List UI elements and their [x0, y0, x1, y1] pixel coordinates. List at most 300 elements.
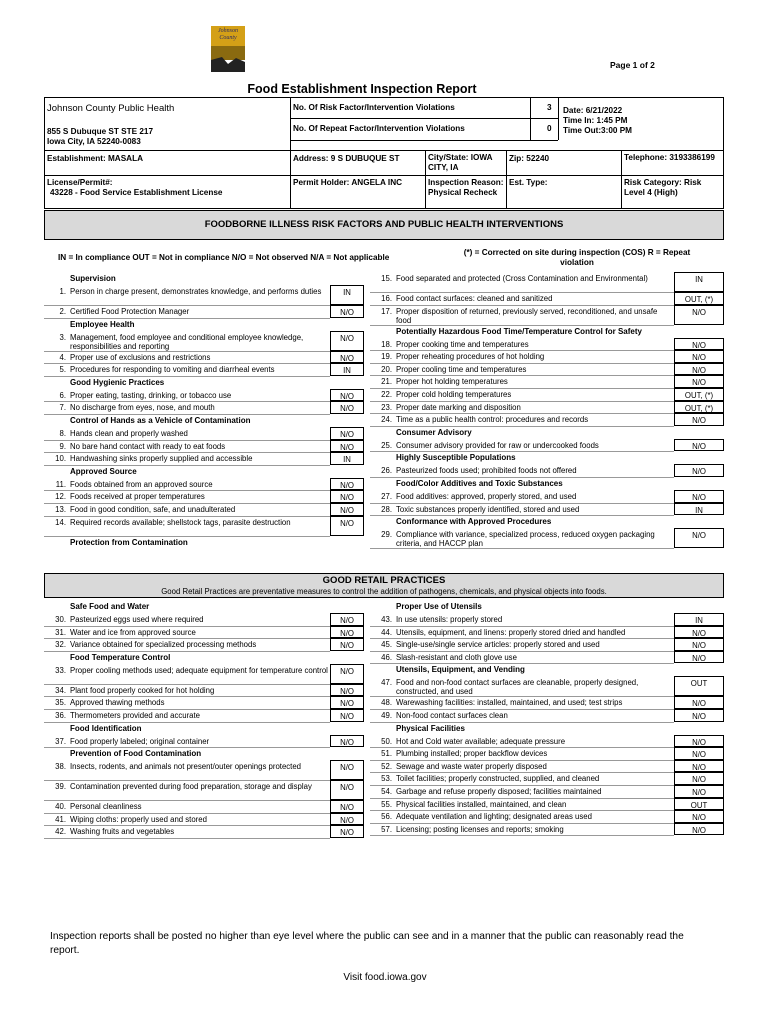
item-status: N/O: [330, 825, 364, 838]
item-status: N/O: [330, 351, 364, 364]
retail-subtitle: Good Retail Practices are preventative measures to control the addition of pathogens, chemicals, and physical objects into foods.: [161, 587, 607, 596]
item-description: Contamination prevented during food preparation, storage and display: [70, 782, 312, 792]
item-status: OUT, (*): [674, 401, 724, 414]
item-number: 32.: [55, 640, 66, 650]
agency-address-1: 855 S Dubuque ST STE 217: [47, 127, 154, 136]
item-number: 7.: [59, 403, 66, 413]
item-status: N/O: [330, 389, 364, 402]
checklist-item: [370, 528, 724, 548]
item-description: Proper cold holding temperatures: [396, 390, 512, 399]
item-description: Food additives: approved, properly stored, and used: [396, 492, 577, 501]
legend-right: (*) = Corrected on site during inspection (COS) R = Repeat violation: [463, 248, 691, 267]
checklist-item: [370, 709, 724, 722]
item-description: Food properly labeled; original container: [70, 736, 210, 746]
checklist-item: [44, 401, 364, 414]
item-status: N/O: [674, 651, 724, 664]
item-number: 45.: [381, 640, 392, 650]
checklist-item: [370, 735, 724, 748]
item-description: Time as a public health control: procedures and records: [396, 415, 589, 425]
item-status: N/O: [674, 413, 724, 426]
checklist-item: [370, 626, 724, 639]
item-number: 54.: [381, 787, 392, 796]
item-status: N/O: [330, 800, 364, 813]
item-status: N/O: [674, 785, 724, 798]
row-divider: [370, 451, 674, 452]
item-description: Procedures for responding to vomiting and diarrheal events: [70, 365, 275, 375]
item-description: Plant food properly cooked for hot holding: [70, 685, 215, 695]
item-description: Garbage and refuse properly disposed; facilities maintained: [396, 787, 602, 796]
item-description: Proper date marking and disposition: [396, 402, 521, 412]
item-status: N/O: [674, 747, 724, 760]
item-description: Required records available; shellstock tags, parasite destruction: [70, 517, 291, 527]
item-number: 5.: [59, 365, 66, 375]
item-status: IN: [674, 503, 724, 516]
item-status: IN: [330, 285, 364, 305]
checklist-item: [44, 709, 364, 722]
item-status: N/O: [330, 760, 364, 780]
item-number: 21.: [381, 377, 392, 387]
item-description: Pasteurized eggs used where required: [70, 615, 204, 624]
item-status: N/O: [330, 440, 364, 453]
item-status: N/O: [330, 813, 364, 826]
item-number: 9.: [59, 441, 66, 451]
item-status: N/O: [330, 735, 364, 748]
item-status: N/O: [674, 696, 724, 709]
item-status: N/O: [674, 464, 724, 477]
item-number: 43.: [381, 615, 392, 624]
item-status: N/O: [674, 709, 724, 722]
item-status: N/O: [674, 439, 724, 452]
item-number: 27.: [381, 492, 392, 501]
inspection-reason: Inspection Reason: Physical Recheck: [428, 178, 504, 197]
agency-name: Johnson County Public Health: [47, 103, 175, 114]
section-heading: Protection from Contamination: [70, 537, 188, 547]
item-number: 53.: [381, 774, 392, 784]
item-status: N/O: [330, 503, 364, 516]
item-description: Handwashing sinks properly supplied and accessible: [70, 454, 253, 464]
item-description: Proper eating, tasting, drinking, or tobacco use: [70, 390, 232, 400]
row-divider: [44, 651, 330, 652]
foodborne-header: FOODBORNE ILLNESS RISK FACTORS AND PUBLIC HEALTH INTERVENTIONS: [44, 210, 724, 240]
checklist-item: [44, 389, 364, 402]
item-number: 47.: [381, 678, 392, 688]
checklist-item: [370, 388, 724, 401]
checklist-item: [370, 338, 724, 351]
checklist-item: [44, 813, 364, 826]
zip: Zip: 52240: [509, 154, 550, 163]
item-description: Single-use/single service articles: properly stored and used: [396, 640, 600, 650]
checklist-item: [370, 772, 724, 785]
item-number: 51.: [381, 749, 392, 759]
item-status: N/O: [330, 516, 364, 536]
checklist-item: [370, 401, 724, 414]
item-status: N/O: [674, 735, 724, 748]
checklist-item: [44, 780, 364, 800]
city-state: City/State: IOWA CITY, IA: [428, 153, 493, 172]
row-divider: [370, 835, 674, 836]
item-description: Adequate ventilation and lighting; designated areas used: [396, 812, 592, 822]
risk-violations-label: No. Of Risk Factor/Intervention Violations: [293, 103, 455, 112]
risk-category: Risk Category: Risk Level 4 (High): [624, 178, 702, 197]
item-description: Consumer advisory provided for raw or undercooked foods: [396, 440, 599, 450]
checklist-item: [370, 798, 724, 811]
item-status: N/O: [330, 427, 364, 440]
item-status: N/O: [330, 696, 364, 709]
checklist-item: [370, 439, 724, 452]
item-description: Hot and Cold water available; adequate pressure: [396, 736, 566, 746]
telephone: Telephone: 3193386199: [624, 153, 715, 162]
item-status: N/O: [674, 772, 724, 785]
checklist-item: [370, 613, 724, 626]
checklist-item: [370, 676, 724, 696]
address: Address: 9 S DUBUQUE ST: [293, 154, 400, 163]
row-divider: [44, 747, 330, 748]
row-divider: [370, 325, 674, 326]
section-heading: Food Temperature Control: [70, 652, 171, 662]
item-number: 38.: [55, 762, 66, 772]
checklist-item: [370, 464, 724, 477]
item-status: OUT: [674, 798, 724, 811]
item-number: 50.: [381, 736, 392, 746]
item-number: 28.: [381, 504, 392, 514]
item-number: 55.: [381, 799, 392, 809]
est-type: Est. Type:: [509, 178, 548, 187]
item-number: 36.: [55, 711, 66, 720]
section-heading: Conformance with Approved Procedures: [396, 517, 552, 527]
item-description: Food separated and protected (Cross Contamination and Environmental): [396, 274, 648, 283]
section-heading: Proper Use of Utensils: [396, 602, 482, 611]
item-number: 37.: [55, 736, 66, 746]
checklist-item: [44, 503, 364, 516]
item-status: IN: [674, 613, 724, 626]
checklist-item: [44, 305, 364, 318]
item-status: N/O: [674, 363, 724, 376]
item-status: N/O: [330, 490, 364, 503]
checklist-item: [370, 638, 724, 651]
item-description: Proper cooling methods used; adequate equipment for temperature control: [70, 665, 328, 675]
item-number: 19.: [381, 352, 392, 362]
item-description: Food and non-food contact surfaces are cleanable, properly designed, constructed, and used: [396, 678, 639, 697]
item-description: Utensils, equipment, and linens: properly stored dried and handled: [396, 627, 626, 637]
item-status: N/O: [674, 305, 724, 325]
item-number: 49.: [381, 711, 392, 720]
item-description: No discharge from eyes, nose, and mouth: [70, 403, 215, 413]
item-description: Compliance with variance, specialized process, reduced oxygen packaging criteria, and HACCP plan: [396, 530, 655, 549]
retail-practices-right: [370, 600, 724, 850]
item-status: OUT, (*): [674, 388, 724, 401]
item-status: N/O: [674, 490, 724, 503]
item-status: N/O: [330, 331, 364, 351]
checklist-item: [370, 375, 724, 388]
section-heading: Potentially Hazardous Food Time/Temperature Control for Safety: [396, 326, 642, 336]
inspection-date: Date: 6/21/2022: [563, 106, 623, 115]
row-divider: [44, 722, 330, 723]
item-description: Foods received at proper temperatures: [70, 492, 205, 502]
time-in: Time In: 1:45 PM: [563, 116, 628, 125]
risk-factors-left: [44, 272, 370, 562]
item-status: N/O: [674, 810, 724, 823]
section-heading: Consumer Advisory: [396, 427, 472, 437]
section-heading: Safe Food and Water: [70, 602, 150, 611]
item-number: 39.: [55, 782, 66, 792]
item-description: Proper use of exclusions and restrictions: [70, 352, 211, 362]
item-status: N/O: [330, 401, 364, 414]
item-status: N/O: [330, 684, 364, 697]
item-description: Approved thawing methods: [70, 698, 165, 708]
section-heading: Good Hygienic Practices: [70, 377, 165, 387]
logo-text: Johnson County: [218, 28, 238, 41]
row-divider: [370, 477, 674, 478]
checklist-item: [44, 478, 364, 491]
item-description: Non-food contact surfaces clean: [396, 711, 508, 720]
item-description: Warewashing facilities: installed, maintained, and used; test strips: [396, 698, 623, 708]
item-status: OUT: [674, 676, 724, 696]
repeat-violations-label: No. Of Repeat Factor/Intervention Violations: [293, 124, 465, 133]
item-number: 12.: [55, 492, 66, 502]
item-status: N/O: [674, 638, 724, 651]
checklist-item: [44, 638, 364, 651]
item-number: 35.: [55, 698, 66, 708]
item-description: Toilet facilities; properly constructed, supplied, and cleaned: [396, 774, 600, 784]
checklist-item: [370, 503, 724, 516]
item-status: N/O: [330, 664, 364, 684]
item-number: 20.: [381, 364, 392, 374]
item-status: N/O: [330, 613, 364, 626]
checklist-item: [44, 516, 364, 536]
item-number: 48.: [381, 698, 392, 708]
item-number: 8.: [59, 429, 66, 438]
checklist-item: [370, 651, 724, 664]
item-description: Pasteurized foods used; prohibited foods not offered: [396, 466, 577, 476]
item-description: Licensing; posting licenses and reports; smoking: [396, 824, 564, 834]
checklist-item: [44, 825, 364, 838]
row-divider: [370, 663, 674, 664]
checklist-item: [44, 735, 364, 748]
row-divider: [44, 536, 330, 537]
section-heading: Physical Facilities: [396, 723, 465, 733]
checklist-item: [44, 331, 364, 351]
item-description: Personal cleanliness: [70, 802, 142, 812]
item-description: Water and ice from approved source: [70, 627, 196, 637]
item-number: 6.: [59, 390, 66, 400]
section-heading: Supervision: [70, 274, 116, 283]
item-description: Proper reheating procedures of hot holding: [396, 352, 545, 362]
item-status: N/O: [330, 305, 364, 318]
row-divider: [44, 465, 330, 466]
item-description: Foods obtained from an approved source: [70, 479, 213, 489]
checklist-item: [370, 363, 724, 376]
checklist-item: [44, 363, 364, 376]
county-logo: [208, 24, 248, 74]
item-status: IN: [330, 363, 364, 376]
checklist-item: [44, 490, 364, 503]
checklist-item: [44, 626, 364, 639]
item-status: N/O: [330, 780, 364, 800]
item-number: 4.: [59, 352, 66, 362]
item-number: 23.: [381, 402, 392, 412]
license-value: 43228 - Food Service Establishment License: [50, 188, 223, 197]
checklist-item: [44, 800, 364, 813]
row-divider: [370, 426, 674, 427]
checklist-item: [370, 785, 724, 798]
item-number: 17.: [381, 306, 392, 316]
section-heading: Control of Hands as a Vehicle of Contamination: [70, 416, 251, 425]
row-divider: [370, 548, 674, 549]
section-heading: Highly Susceptible Populations: [396, 453, 516, 463]
item-description: Insects, rodents, and animals not present/outer openings protected: [70, 762, 302, 772]
item-number: 14.: [55, 517, 66, 527]
checklist-item: [370, 305, 724, 325]
item-description: Food contact surfaces: cleaned and sanitized: [396, 294, 553, 303]
section-heading: Food/Color Additives and Toxic Substances: [396, 479, 563, 488]
item-description: Proper hot holding temperatures: [396, 377, 508, 387]
item-description: Toxic substances properly identified, stored and used: [396, 504, 580, 514]
item-number: 46.: [381, 652, 392, 662]
report-title: Food Establishment Inspection Report: [247, 82, 477, 96]
item-number: 29.: [381, 530, 392, 540]
checklist-item: [44, 427, 364, 440]
item-description: No bare hand contact with ready to eat foods: [70, 441, 226, 451]
item-description: Wiping cloths: properly used and stored: [70, 814, 207, 824]
row-divider: [44, 318, 330, 319]
item-description: Management, food employee and conditional employee knowledge, responsibilities and reporting: [70, 332, 304, 351]
item-description: Variance obtained for specialized processing methods: [70, 640, 257, 650]
checklist-item: [44, 696, 364, 709]
item-status: N/O: [330, 626, 364, 639]
checklist-item: [44, 285, 364, 305]
item-number: 15.: [381, 274, 392, 283]
item-description: Proper cooling time and temperatures: [396, 364, 527, 374]
section-heading: Utensils, Equipment, and Vending: [396, 665, 525, 675]
license-label: License/Permit#:: [47, 178, 113, 187]
item-description: Washing fruits and vegetables: [70, 827, 175, 837]
legend-left: IN = In compliance OUT = Not in compliance N/O = Not observed N/A = Not applicable: [58, 253, 390, 262]
checklist-item: [44, 351, 364, 364]
risk-violations-count: 3: [547, 103, 552, 112]
item-description: Proper cooking time and temperatures: [396, 339, 529, 349]
item-number: 11.: [55, 479, 66, 489]
row-divider: [44, 838, 330, 839]
item-description: Slash-resistant and cloth glove use: [396, 652, 517, 662]
checklist-item: [370, 413, 724, 426]
item-status: N/O: [674, 626, 724, 639]
item-description: Sewage and waste water properly disposed: [396, 761, 547, 771]
section-heading: Employee Health: [70, 319, 135, 329]
checklist-item: [370, 810, 724, 823]
item-number: 40.: [55, 802, 66, 812]
item-number: 22.: [381, 390, 392, 399]
item-number: 24.: [381, 415, 392, 425]
item-number: 16.: [381, 294, 392, 303]
item-description: Certified Food Protection Manager: [70, 307, 190, 316]
checklist-item: [44, 440, 364, 453]
row-divider: [44, 414, 330, 415]
checklist-item: [370, 747, 724, 760]
item-description: Plumbing installed; proper backflow devices: [396, 749, 548, 759]
item-description: Thermometers provided and accurate: [70, 711, 201, 720]
item-number: 10.: [55, 454, 66, 464]
item-description: Person in charge present, demonstrates knowledge, and performs duties: [70, 287, 322, 296]
item-status: N/O: [674, 375, 724, 388]
checklist-item: [44, 760, 364, 780]
item-description: Hands clean and properly washed: [70, 429, 188, 438]
checklist-item: [370, 823, 724, 836]
item-number: 42.: [55, 827, 66, 837]
page-number: Page 1 of 2: [610, 60, 655, 70]
posting-note: Inspection reports shall be posted no higher than eye level where the public can see and in a manner that the public can reasonably read the report.: [50, 931, 684, 956]
item-status: N/O: [674, 823, 724, 836]
item-status: N/O: [674, 528, 724, 548]
item-description: Food in good condition, safe, and unadulterated: [70, 505, 236, 514]
section-heading: Food Identification: [70, 723, 142, 733]
checklist-item: [370, 696, 724, 709]
item-description: Proper disposition of returned, previously served, reconditioned, and unsafe food: [396, 306, 658, 325]
item-status: N/O: [674, 338, 724, 351]
establishment: Establishment: MASALA: [47, 154, 143, 163]
checklist-item: [370, 350, 724, 363]
item-number: 41.: [55, 814, 66, 824]
item-number: 44.: [381, 627, 392, 637]
item-status: IN: [674, 272, 724, 292]
row-divider: [370, 515, 674, 516]
permit-holder: Permit Holder: ANGELA INC: [293, 178, 403, 187]
item-number: 2.: [59, 307, 66, 316]
row-divider: [44, 376, 330, 377]
item-status: N/O: [330, 478, 364, 491]
item-status: N/O: [674, 350, 724, 363]
checklist-item: [44, 452, 364, 465]
item-number: 1.: [59, 287, 66, 296]
checklist-item: [370, 292, 724, 305]
item-number: 33.: [55, 665, 66, 675]
item-number: 3.: [59, 332, 66, 342]
item-number: 56.: [381, 812, 392, 822]
item-status: N/O: [674, 760, 724, 773]
risk-factors-right: [370, 272, 724, 572]
time-out: Time Out:3:00 PM: [563, 126, 633, 135]
item-status: N/O: [330, 709, 364, 722]
item-description: Physical facilities installed, maintained, and clean: [396, 799, 567, 809]
item-number: 25.: [381, 440, 392, 450]
retail-header: GOOD RETAIL PRACTICES: [322, 575, 446, 586]
item-number: 30.: [55, 615, 66, 624]
retail-header-box: [44, 573, 724, 598]
retail-practices-left: [44, 600, 370, 862]
checklist-item: [44, 684, 364, 697]
item-number: 31.: [55, 627, 66, 637]
item-number: 57.: [381, 824, 392, 834]
checklist-item: [44, 664, 364, 684]
item-number: 34.: [55, 685, 66, 695]
checklist-item: [370, 760, 724, 773]
item-number: 26.: [381, 466, 392, 476]
repeat-violations-count: 0: [547, 124, 552, 133]
visit-link[interactable]: Visit food.iowa.gov: [343, 972, 427, 983]
item-number: 13.: [55, 505, 66, 514]
row-divider: [370, 722, 674, 723]
agency-address-2: Iowa City, IA 52240-0083: [47, 137, 141, 146]
item-status: N/O: [330, 638, 364, 651]
item-number: 52.: [381, 761, 392, 771]
item-number: 18.: [381, 339, 392, 349]
checklist-item: [44, 613, 364, 626]
section-heading: Prevention of Food Contamination: [70, 749, 202, 759]
item-description: In use utensils: properly stored: [396, 615, 503, 624]
checklist-item: [370, 490, 724, 503]
checklist-item: [370, 272, 724, 292]
section-heading: Approved Source: [70, 466, 137, 476]
item-status: IN: [330, 452, 364, 465]
